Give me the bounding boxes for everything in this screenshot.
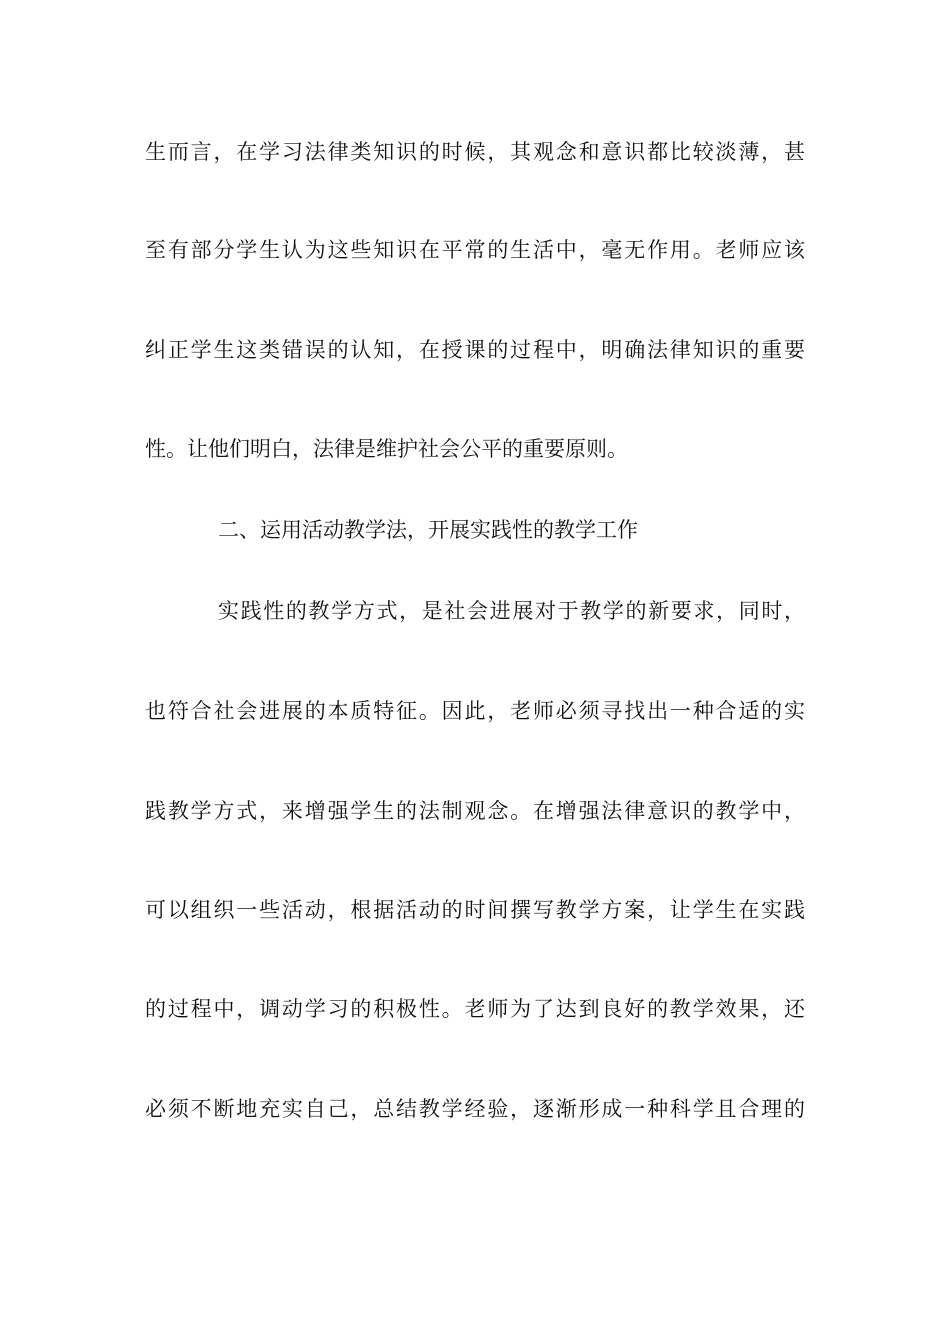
paragraph-1-line-1: 生而言，在学习法律类知识的时候，其观念和意识都比较淡薄，甚 [145, 140, 805, 164]
paragraph-2-line-4: 可以组织一些活动，根据活动的时间撰写教学方案，让学生在实践 [145, 898, 805, 922]
section-heading: 二、运用活动教学法，开展实践性的教学工作 [218, 518, 638, 542]
paragraph-2-line-3: 践教学方式，来增强学生的法制观念。在增强法律意识的教学中， [145, 799, 805, 823]
paragraph-2-line-5: 的过程中，调动学习的积极性。老师为了达到良好的教学效果，还 [145, 997, 805, 1021]
paragraph-2-line-2: 也符合社会进展的本质特征。因此，老师必须寻找出一种合适的实 [145, 699, 805, 723]
paragraph-2-line-1: 实践性的教学方式，是社会进展对于教学的新要求，同时， [218, 599, 805, 623]
paragraph-2-line-6: 必须不断地充实自己，总结教学经验，逐渐形成一种科学且合理的 [145, 1097, 805, 1121]
paragraph-1-line-4: 性。让他们明白，法律是维护社会公平的重要原则。 [145, 437, 628, 461]
paragraph-1-line-3: 纠正学生这类错误的认知，在授课的过程中，明确法律知识的重要 [145, 338, 805, 362]
paragraph-1-line-2: 至有部分学生认为这些知识在平常的生活中，毫无作用。老师应该 [145, 238, 805, 262]
